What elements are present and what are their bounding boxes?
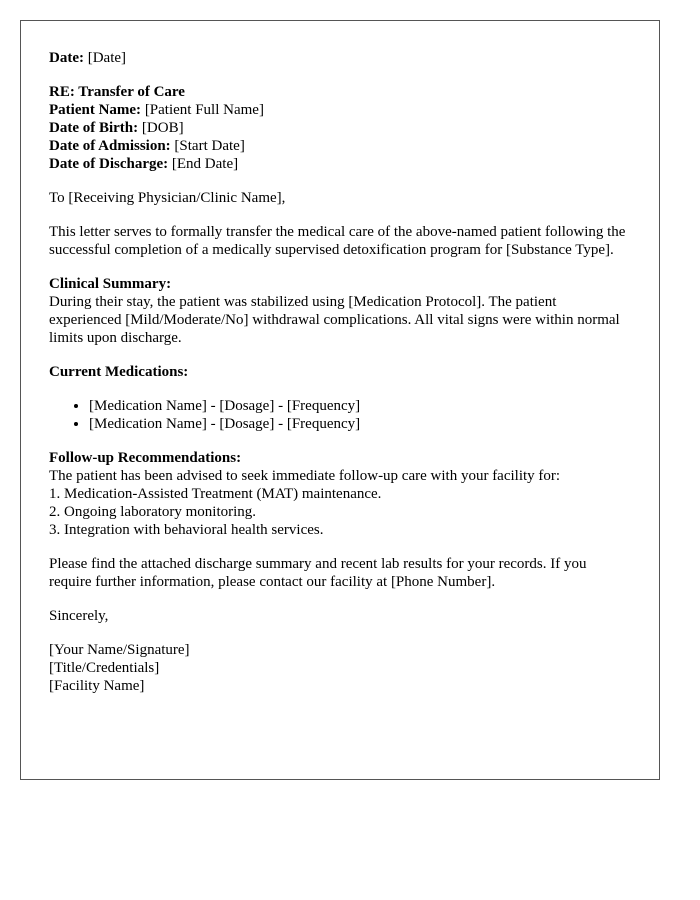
- date-label: Date:: [49, 50, 84, 66]
- list-item: • [Medication Name] - [Dosage] - [Frequency]: [89, 397, 631, 415]
- patient-name-line: [49, 101, 631, 119]
- clinical-summary: [49, 275, 631, 347]
- discharge-line: [49, 155, 631, 173]
- signature-facility: [Facility Name]: [49, 678, 145, 694]
- field-value: [End Date]: [171, 156, 239, 172]
- re-line: RE: Transfer of Care: [49, 84, 185, 100]
- field-value: [DOB]: [141, 120, 184, 136]
- letter-document: [20, 20, 660, 780]
- field-label: Patient Name:: [49, 102, 142, 118]
- signature-title: [Title/Credentials]: [49, 660, 160, 676]
- followup-heading: Follow-up Recommendations:: [49, 450, 242, 466]
- intro-paragraph: This letter serves to formally transfer the medical care of the above-named patient following the successful completion of a medically supervised detoxification program for [Substance Type].: [49, 224, 626, 258]
- clinical-summary-heading: Clinical Summary:: [49, 276, 172, 292]
- list-item: 1. Medication-Assisted Treatment (MAT) maintenance.: [49, 486, 382, 502]
- medications-list: [49, 397, 631, 433]
- closing-paragraph: Please find the attached discharge summary and recent lab results for your records. If you require further information, please contact our facility at [Phone Number].: [49, 556, 587, 590]
- salutation: To [Receiving Physician/Clinic Name],: [49, 190, 286, 206]
- field-label: Date of Admission:: [49, 138, 171, 154]
- field-label: Date of Birth:: [49, 120, 139, 136]
- field-value: [Start Date]: [174, 138, 245, 154]
- medications-heading: [49, 363, 631, 381]
- admission-line: [49, 137, 631, 155]
- signature-name: [Your Name/Signature]: [49, 642, 190, 658]
- followup-intro: The patient has been advised to seek immediate follow-up care with your facility for:: [49, 468, 561, 484]
- field-value: [Patient Full Name]: [144, 102, 264, 118]
- medications-heading-text: Current Medications:: [49, 364, 189, 380]
- field-label: Date of Discharge:: [49, 156, 169, 172]
- clinical-summary-body: During their stay, the patient was stabilized using [Medication Protocol]. The patient experienced [Mild/Moderate/No] withdrawal complications. All vital signs were within normal limits upon discharge.: [49, 294, 620, 346]
- signature-block: [49, 641, 631, 695]
- signoff: Sincerely,: [49, 608, 109, 624]
- dob-line: [49, 119, 631, 137]
- patient-header: [49, 83, 631, 173]
- list-item: 3. Integration with behavioral health services.: [49, 522, 324, 538]
- followup-section: [49, 449, 631, 539]
- list-item: 2. Ongoing laboratory monitoring.: [49, 504, 257, 520]
- date-value: [Date]: [87, 50, 127, 66]
- date-line: [49, 49, 631, 67]
- list-item: • [Medication Name] - [Dosage] - [Frequency]: [89, 415, 631, 433]
